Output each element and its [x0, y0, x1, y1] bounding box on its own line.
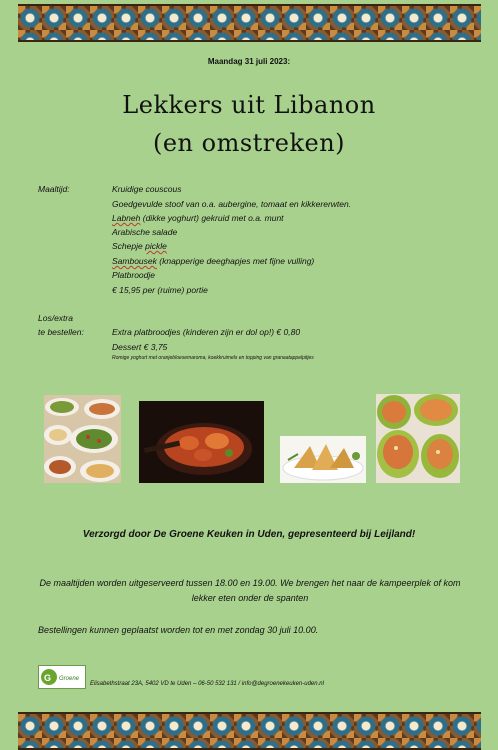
labneh-word: Labneh [112, 213, 141, 223]
menu-price: € 15,95 per (ruime) portie [112, 285, 208, 295]
title-line-1: Lekkers uit Libanon [122, 91, 376, 119]
dessert-description: Romige yoghurt met oranjebloesemaroma, koekkruimels en topping van granaatappelpitjes [112, 355, 314, 361]
order-deadline-paragraph: Bestellingen kunnen geplaatst worden tot en met zondag 30 juli 10.00. [38, 625, 319, 635]
menu-item [112, 256, 314, 266]
contact-info: Elisabethstraat 23A, 5402 VD te Uden – 06-50 532 131 / info@degroenekeuken-uden.nl [90, 681, 324, 687]
title-line-2: (en omstreken) [152, 129, 346, 157]
menu-item-text: Schepje [112, 241, 146, 251]
stew-photo [139, 401, 264, 483]
logo-text: Groene [59, 676, 80, 682]
menu-item: Arabische salade [112, 227, 178, 237]
serving-info-paragraph: De maaltijden worden uitgeserveerd tussen 18.00 en 19.00. We brengen het naar de kampeerplek of kom lekker eten onder de spanten [39, 578, 461, 603]
menu-item-text: (knapperige deeghapjes met fijne vulling) [159, 256, 315, 266]
menu-item [112, 241, 167, 251]
stuffed-peppers-photo [376, 394, 460, 483]
menu-item: Kruidige couscous [112, 184, 182, 194]
extra-label-line-1: Los/extra [38, 313, 73, 323]
decorative-border-top [18, 4, 481, 42]
dessert-item: Dessert € 3,75 [112, 342, 168, 352]
page-title [0, 86, 498, 162]
groene-keuken-logo [38, 665, 86, 689]
menu-item-text: (dikke yoghurt) gekruid met o.a. munt [142, 213, 284, 223]
menu-item [112, 213, 284, 223]
sambousek-word: Sambousek [112, 256, 157, 266]
sambousek-photo [280, 436, 366, 483]
pickle-word: pickle [145, 241, 167, 251]
tagline: Verzorgd door De Groene Keuken in Uden, gepresenteerd bij Leijland! [82, 529, 416, 540]
event-date: Maandag 31 juli 2023: [207, 57, 291, 66]
menu-item: Platbroodje [112, 270, 156, 280]
decorative-border-bottom [18, 712, 481, 750]
extra-item: Extra platbroodjes (kinderen zijn er dol op!) € 0,80 [112, 327, 301, 337]
meal-label: Maaltijd: [38, 184, 70, 194]
svg-text:G: G [44, 673, 52, 683]
menu-item: Goedgevulde stoof van o.a. aubergine, tomaat en kikkererwten. [112, 199, 352, 209]
extra-label-line-2: te bestellen: [38, 327, 84, 337]
mezze-spread-photo [44, 395, 121, 483]
